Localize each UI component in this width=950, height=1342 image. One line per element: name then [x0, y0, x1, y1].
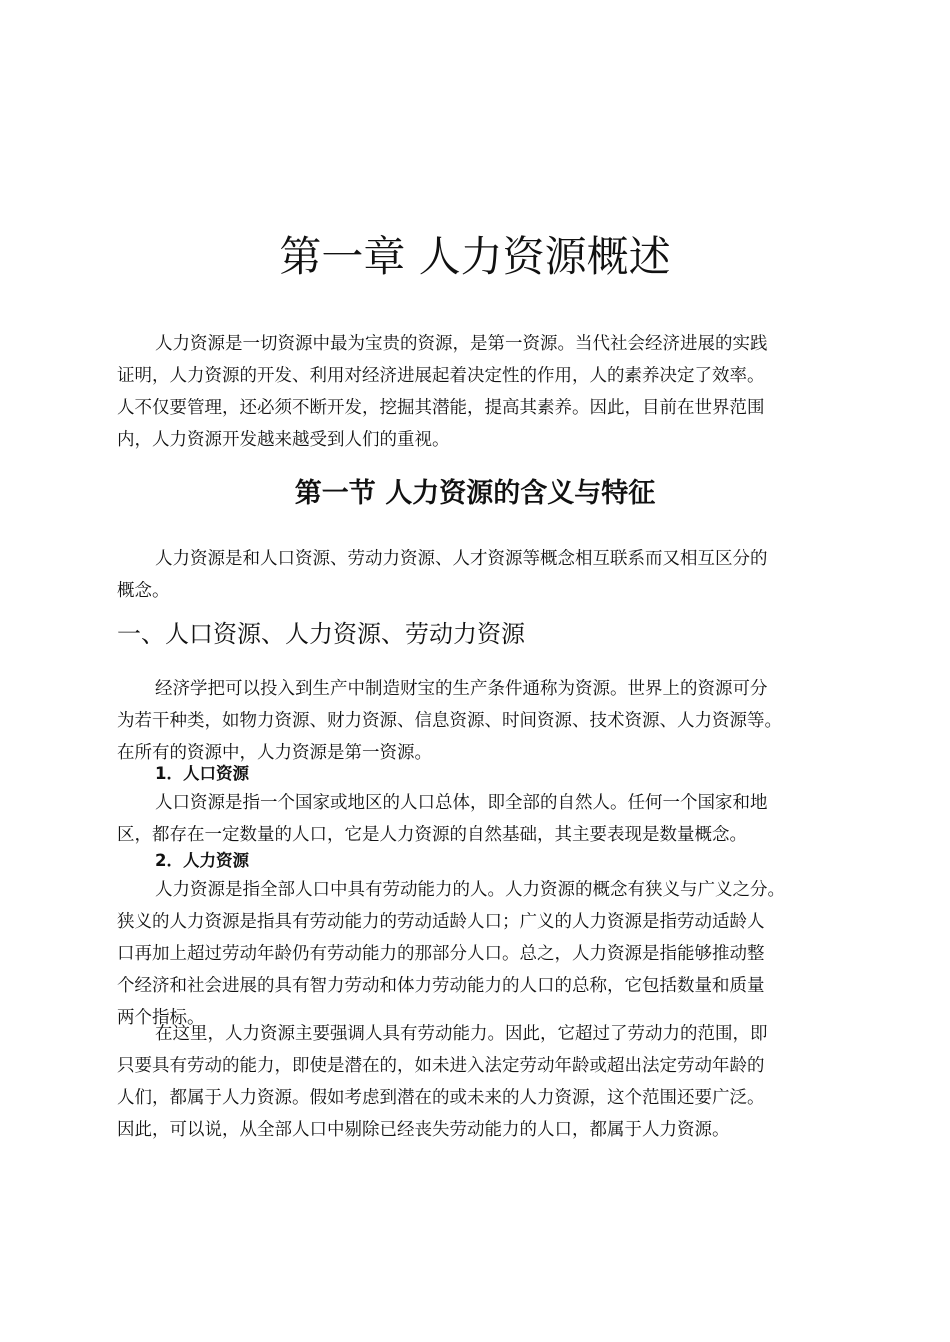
intro-paragraph: [117, 328, 837, 456]
paragraph-line: 为若干种类，如物力资源、财力资源、信息资源、时间资源、技术资源、人力资源等。: [117, 711, 782, 731]
population-paragraph: [117, 787, 837, 851]
paragraph-line: 两个指标。: [117, 1008, 205, 1028]
paragraph-line: 人力资源是一切资源中最为宝贵的资源，是第一资源。当代社会经济进展的实践: [155, 334, 768, 354]
section-title: 第一节 人力资源的含义与特征: [294, 478, 656, 509]
paragraph-line: 区，都存在一定数量的人口，它是人力资源的自然基础，其主要表现是数量概念。: [117, 825, 747, 845]
paragraph-line: 因此，可以说，从全部人口中剔除已经丧失劳动能力的人口，都属于人力资源。: [117, 1120, 730, 1140]
emphasis-paragraph: [117, 1018, 837, 1146]
paragraph-line: 在所有的资源中，人力资源是第一资源。: [117, 743, 432, 763]
paragraph-line: 经济学把可以投入到生产中制造财宝的生产条件通称为资源。世界上的资源可分: [155, 679, 768, 699]
paragraph-line: 人力资源是和人口资源、劳动力资源、人才资源等概念相互联系而又相互区分的: [155, 549, 768, 569]
subheading-population-resources: 1．人口资源: [155, 764, 249, 783]
heading-population-resources: 一、人口资源、人力资源、劳动力资源: [117, 620, 525, 648]
paragraph-line: 概念。: [117, 581, 170, 601]
paragraph-line: 人力资源是指全部人口中具有劳动能力的人。人力资源的概念有狭义与广义之分。: [155, 880, 785, 900]
resources-paragraph: [117, 673, 837, 769]
paragraph-line: 在这里，人力资源主要强调人具有劳动能力。因此，它超过了劳动力的范围，即: [155, 1024, 768, 1044]
chapter-title: 第一章 人力资源概述: [279, 232, 671, 281]
human-resources-paragraph: [117, 874, 837, 1034]
paragraph-line: 人不仅要管理，还必须不断开发，挖掘其潜能，提高其素养。因此，目前在世界范围: [117, 398, 765, 418]
paragraph-line: 内，人力资源开发越来越受到人们的重视。: [117, 430, 450, 450]
subheading-human-resources: 2．人力资源: [155, 851, 249, 870]
section-intro-paragraph: [117, 543, 837, 607]
paragraph-line: 只要具有劳动的能力，即使是潜在的，如未进入法定劳动年龄或超出法定劳动年龄的: [117, 1056, 765, 1076]
paragraph-line: 证明，人力资源的开发、利用对经济进展起着决定性的作用，人的素养决定了效率。: [117, 366, 765, 386]
paragraph-line: 狭义的人力资源是指具有劳动能力的劳动适龄人口；广义的人力资源是指劳动适龄人: [117, 912, 765, 932]
paragraph-line: 口再加上超过劳动年龄仍有劳动能力的那部分人口。总之，人力资源是指能够推动整: [117, 944, 765, 964]
paragraph-line: 人们，都属于人力资源。假如考虑到潜在的或未来的人力资源，这个范围还要广泛。: [117, 1088, 765, 1108]
paragraph-line: 个经济和社会进展的具有智力劳动和体力劳动能力的人口的总称，它包括数量和质量: [117, 976, 765, 996]
paragraph-line: 人口资源是指一个国家或地区的人口总体，即全部的自然人。任何一个国家和地: [155, 793, 768, 813]
